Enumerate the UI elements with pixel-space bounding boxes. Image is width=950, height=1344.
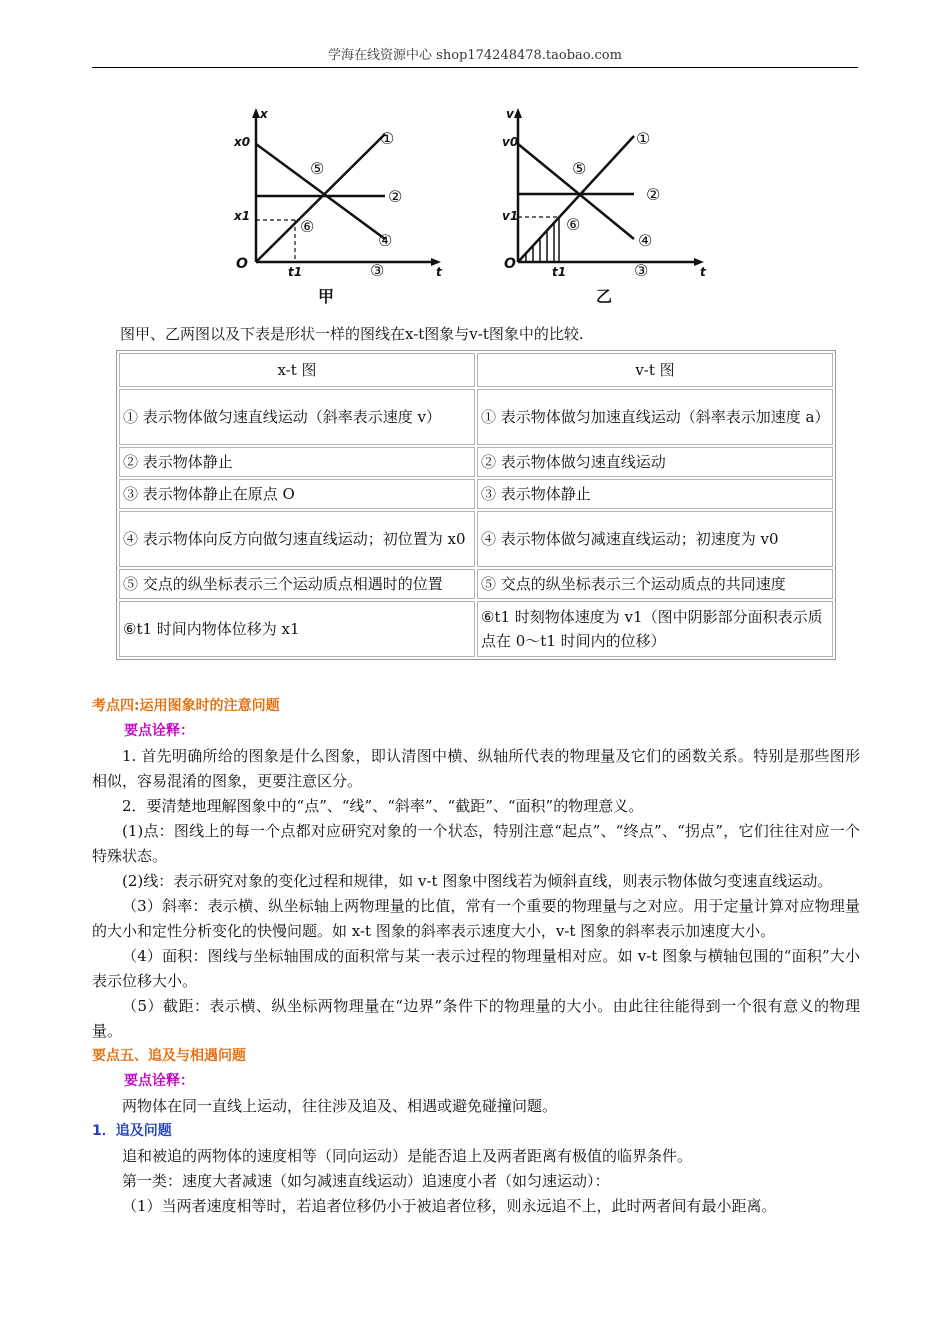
xt-mark-5: ⑤: [310, 159, 325, 178]
xt-y-arrow: [252, 108, 260, 118]
xt-mark-3: ③: [370, 261, 385, 280]
section4-paragraph: （4）面积：图线与坐标轴围成的面积常与某一表示过程的物理量相对应。如 v-t 图象与横轴包围的“面积”大小表示位移大小。: [92, 947, 860, 990]
table-cell: ④ 表示物体向反方向做匀速直线运动；初位置为 x0: [119, 511, 475, 567]
section5-paragraph: 第一类：速度大者减速（如匀减速直线运动）追速度小者（如匀速运动）：: [122, 1172, 610, 1190]
table-row: [119, 447, 833, 477]
vt-mark-3: ③: [634, 261, 649, 280]
table-cell: ① 表示物体做匀加速直线运动（斜率表示加速度 a）: [477, 389, 833, 445]
table-cell: ② 表示物体做匀速直线运动: [477, 447, 833, 477]
table-cell: ③ 表示物体静止: [477, 479, 833, 509]
page-header: 学海在线资源中心 shop174248478.taobao.com: [92, 44, 858, 68]
section4-paragraph: 1. 首先明确所给的图象是什么图象，即认清图中横、纵轴所代表的物理量及它们的函数关系。特别是那些图形相似，容易混淆的图象，更要注意区分。: [92, 747, 860, 790]
vt-origin-label: O: [504, 256, 516, 272]
figure-caption: 图甲、乙两图以及下表是形状一样的图线在x-t图象与v-t图象中的比较.: [120, 325, 584, 343]
section5-paragraph: （1）当两者速度相等时，若追者位移仍小于被追者位移，则永远追不上，此时两者间有最小距离。: [122, 1197, 777, 1215]
vt-y-label: v: [506, 107, 514, 121]
xt-x1-label: x1: [234, 209, 251, 223]
section4-subtitle: 要点诠释：: [124, 723, 194, 739]
vt-mark-6: ⑥: [566, 215, 581, 234]
xt-graph-title: 甲: [318, 287, 335, 306]
table-cell: ④ 表示物体做匀减速直线运动；初速度为 v0: [477, 511, 833, 567]
xt-graph: [252, 108, 441, 266]
vt-graph-title: 乙: [596, 287, 613, 306]
table-row: [119, 479, 833, 509]
table-row: [119, 511, 833, 567]
xt-mark-4: ④: [378, 231, 393, 250]
vt-line-1: [518, 136, 634, 262]
table-row: [119, 569, 833, 599]
vt-v0-label: v0: [502, 135, 519, 149]
section5-subtitle: 要点诠释：: [124, 1073, 194, 1089]
vt-v1-label: v1: [502, 209, 519, 223]
section5-intro: 两物体在同一直线上运动，往往涉及追及、相遇或避免碰撞问题。: [122, 1097, 558, 1115]
xt-mark-2: ②: [388, 187, 403, 206]
comparison-table: [116, 350, 836, 660]
xt-mark-1: ①: [380, 129, 395, 148]
section4-title: 考点四:运用图象时的注意问题: [92, 698, 280, 714]
section5-paragraph: 追和被追的两物体的速度相等（同向运动）是能否追上及两者距离有极值的临界条件。: [122, 1147, 693, 1165]
vt-mark-1: ①: [636, 129, 651, 148]
table-header-row: [119, 353, 833, 387]
motion-graphs-figure: [220, 104, 720, 310]
section4-paragraph: (2)线：表示研究对象的变化过程和规律，如 v-t 图象中图线若为倾斜直线，则表示物体做匀变速直线运动。: [122, 872, 833, 890]
table-cell: ⑤ 交点的纵坐标表示三个运动质点的共同速度: [477, 569, 833, 599]
table-cell: ⑥t1 时间内物体位移为 x1: [119, 601, 475, 657]
xt-t1-label: t1: [288, 265, 303, 279]
vt-graph: [514, 108, 704, 266]
xt-mark-6: ⑥: [300, 217, 315, 236]
table-row: [119, 389, 833, 445]
table-cell: ① 表示物体做匀速直线运动（斜率表示速度 v）: [119, 389, 475, 445]
vt-t-label: t: [700, 265, 706, 279]
section4-paragraph: （3）斜率：表示横、纵坐标轴上两物理量的比值，常有一个重要的物理量与之对应。用于定量计算对应物理量的大小和定性分析变化的快慢问题。如 x-t 图象的斜率表示速度大小，v-t 图象的斜率表示加速度大小。: [92, 897, 860, 940]
vt-mark-4: ④: [638, 231, 653, 250]
vt-mark-5: ⑤: [572, 159, 587, 178]
section5-sub1-title: 1．追及问题: [92, 1123, 172, 1139]
section4-paragraph: (1)点：图线上的每一个点都对应研究对象的一个状态，特别注意“起点”、“终点”、“拐点”，它们往往对应一个特殊状态。: [92, 822, 860, 865]
table-cell: ⑤ 交点的纵坐标表示三个运动质点相遇时的位置: [119, 569, 475, 599]
xt-origin-label: O: [236, 256, 248, 272]
section5-title: 要点五、追及与相遇问题: [92, 1048, 246, 1064]
table-row: [119, 601, 833, 657]
xt-y-label: x: [260, 107, 268, 121]
table-cell: ② 表示物体静止: [119, 447, 475, 477]
section4-paragraph: （5）截距：表示横、纵坐标两物理量在“边界”条件下的物理量的大小。由此往往能得到一个很有意义的物理量。: [92, 997, 860, 1040]
table-cell: ③ 表示物体静止在原点 O: [119, 479, 475, 509]
vt-y-arrow: [514, 108, 522, 118]
main-text: [92, 694, 860, 1219]
section4-paragraph: 2．要清楚地理解图象中的“点”、“线”、“斜率”、“截距”、“面积”的物理意义。: [122, 797, 644, 815]
xt-line-1: [256, 134, 385, 262]
table-header-vt: v-t 图: [477, 353, 833, 387]
xt-x0-label: x0: [234, 135, 251, 149]
table-cell: ⑥t1 时刻物体速度为 v1（图中阴影部分面积表示质点在 0～t1 时间内的位移）: [477, 601, 833, 657]
table-header-xt: x-t 图: [119, 353, 475, 387]
xt-t-label: t: [436, 265, 442, 279]
vt-t1-label: t1: [552, 265, 567, 279]
vt-mark-2: ②: [646, 185, 661, 204]
